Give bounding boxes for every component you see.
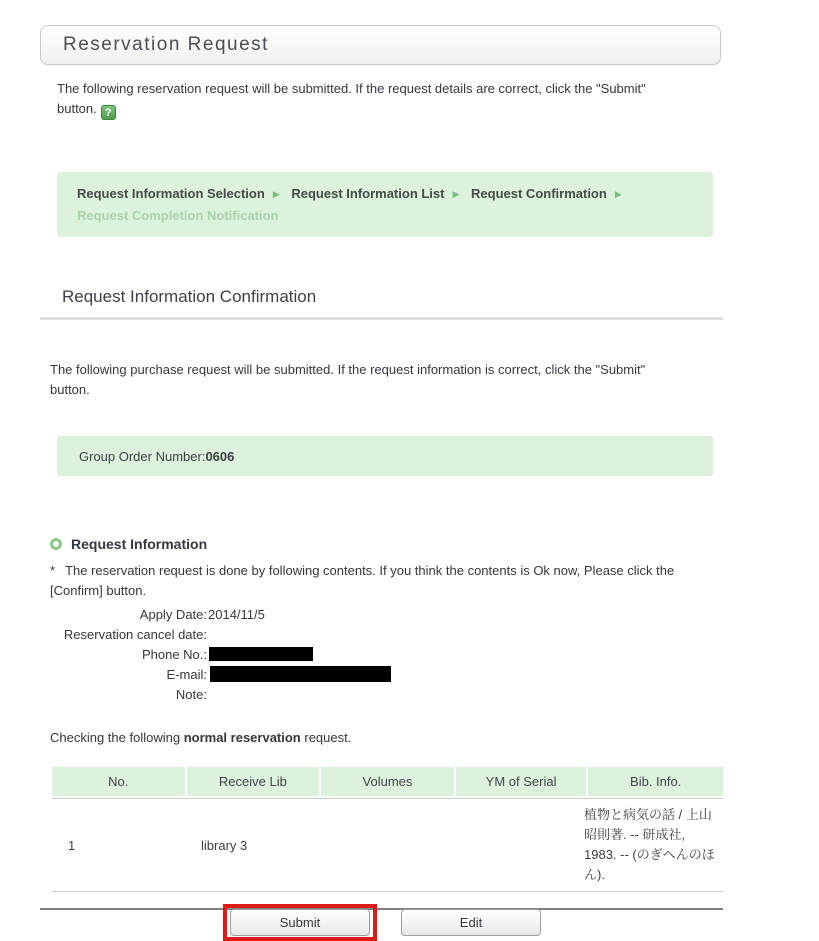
heading-rule [40,317,723,320]
request-info-heading: Request Information [71,536,208,552]
actions-separator [40,908,723,941]
field-phone [40,644,723,664]
intro-text [57,79,682,120]
note-asterisk: * [50,563,56,578]
breadcrumb-step-list: Request Information List [291,186,445,201]
cell-bib-info: 植物と病気の話 / 上山昭則著. -- 研成社, 1983. -- (のぎへんのほん). [584,807,715,882]
breadcrumb-arrow-icon: ▶ [614,189,622,199]
page-title-bar [40,25,721,65]
group-order-box [57,436,713,476]
breadcrumb-arrow-icon: ▶ [452,189,460,199]
table-row [52,798,723,892]
breadcrumb [57,172,713,237]
breadcrumb-step-completion: Request Completion Notification [77,208,279,223]
redaction-bar-email [210,666,391,682]
request-info-note [50,561,690,601]
table-header-volumes: Volumes [321,767,454,796]
breadcrumb-step-selection: Request Information Selection [77,186,265,201]
field-label: Apply Date: [139,606,207,622]
breadcrumb-step-confirmation: Request Confirmation [471,186,607,201]
section-heading: Request Information Confirmation [62,287,317,306]
checking-bold: normal reservation [183,730,301,745]
request-info-header [50,536,723,552]
submit-highlight-annotation [223,904,377,941]
page-title: Reservation Request [63,34,269,55]
request-table [52,767,723,892]
table-header-ym-of-serial: YM of Serial [456,767,587,796]
note-text: The reservation request is done by following contents. If you think the contents is Ok now, Please click the [Confirm] button. [50,563,675,598]
checking-text [50,730,723,745]
intro-text-body: The following reservation request will be submitted. If the request details are correct, click the "Submit" button. [57,81,646,116]
redaction-bar-phone [209,647,313,661]
section-description: The following purchase request will be submitted. If the request information is correct, click the "Submit" button. [50,362,646,397]
cell-volumes [318,799,451,891]
field-value: 2014/11/5 [208,606,265,622]
field-label: Note: [175,686,207,702]
request-info-fields [40,604,723,704]
field-label: E-mail: [166,666,207,682]
checking-suffix: request. [300,730,352,745]
field-apply-date [40,604,723,624]
checking-prefix: Checking the following [50,730,184,745]
edit-button[interactable]: Edit [401,909,541,936]
field-cancel-date [40,624,723,644]
submit-button[interactable]: Submit [230,909,370,936]
help-icon[interactable]: ? [101,105,116,120]
table-header-receive-lib: Receive Lib [187,767,320,796]
group-order-number: 0606 [205,448,235,464]
page-content [40,0,723,941]
breadcrumb-arrow-icon: ▶ [272,189,280,199]
table-header-bib-info: Bib. Info. [588,767,723,796]
field-email [40,664,723,684]
table-header-no: No. [52,767,185,796]
actions-row [40,904,723,941]
cell-receive-lib: library 3 [201,837,248,853]
field-label: Phone No.: [141,646,207,662]
cell-ym-of-serial [451,799,582,891]
field-note [40,684,723,704]
table-header-row [52,767,723,796]
cell-no: 1 [68,837,76,853]
field-label: Reservation cancel date: [63,626,207,642]
section-bullet-icon [50,538,62,550]
group-order-label: Group Order Number: [79,448,206,464]
